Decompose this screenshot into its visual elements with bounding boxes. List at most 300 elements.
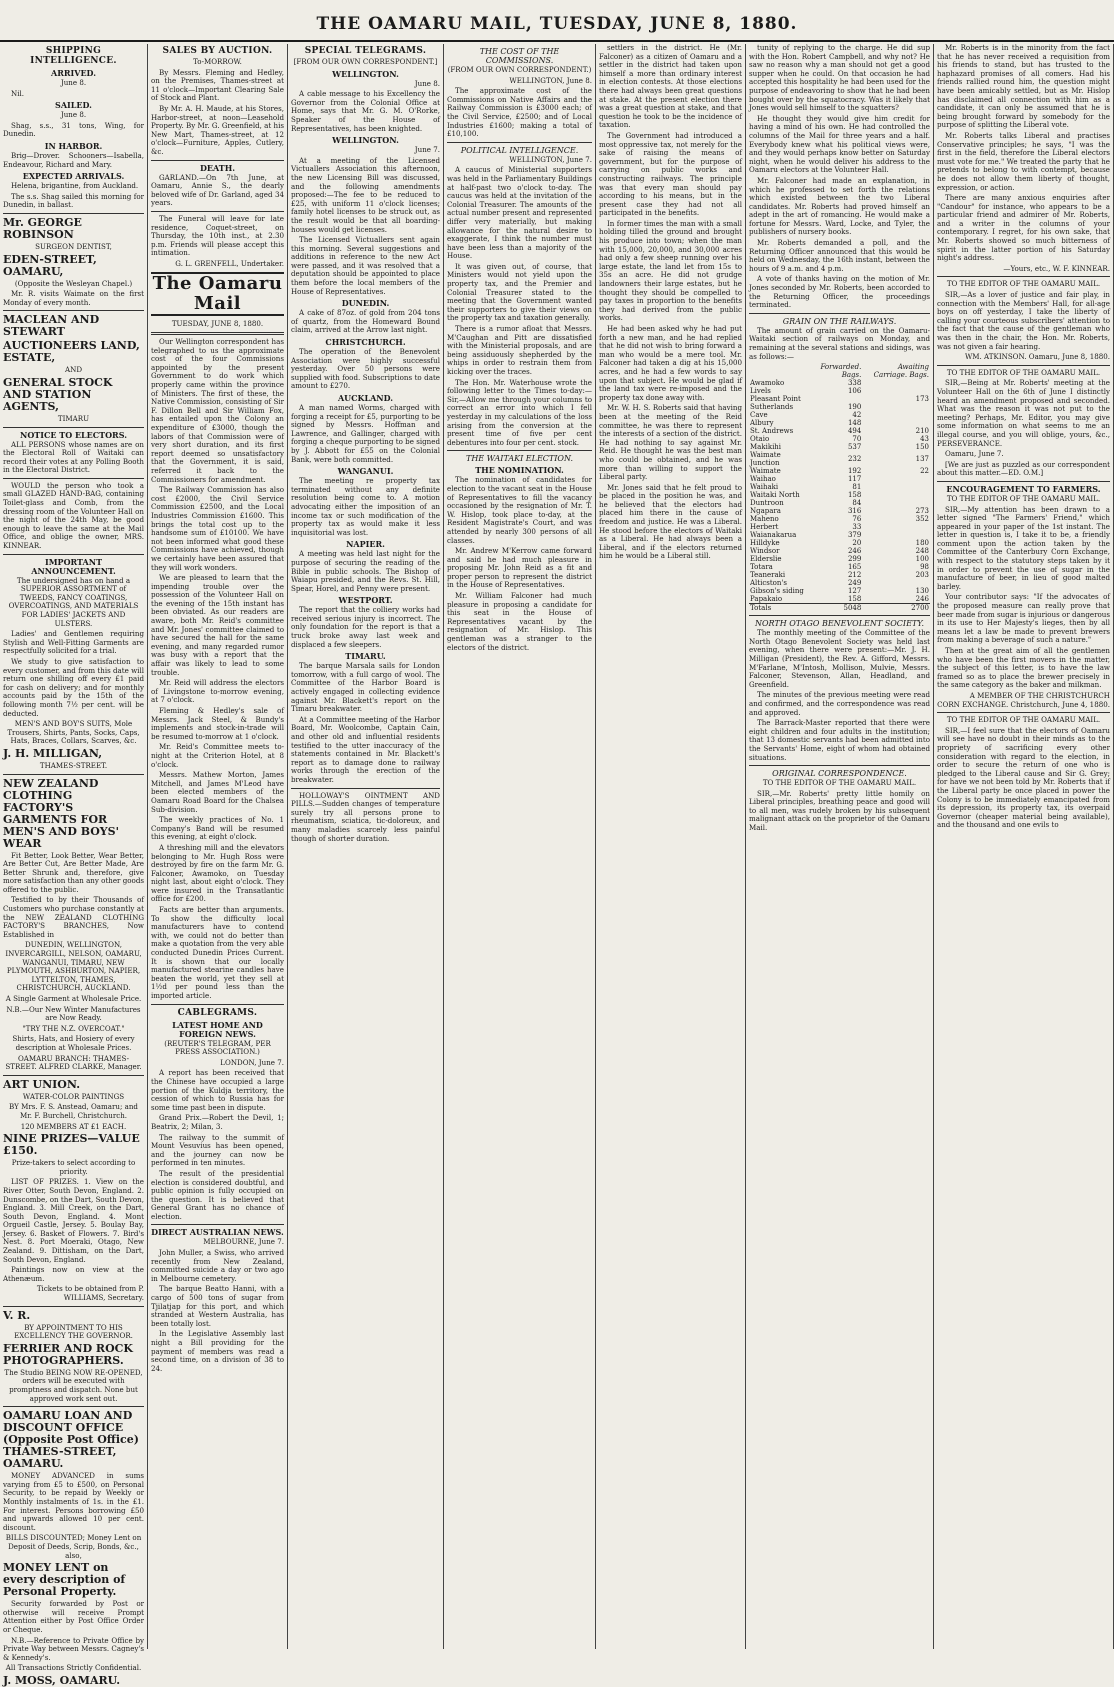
grain-forwarded: 232 <box>847 455 862 464</box>
divider <box>937 712 1110 713</box>
grain-forwarded: 106 <box>847 387 862 396</box>
christchurch-text: The operation of the Benevolent Association were highly successful yesterday. Over 50 persons were supplied with food. Subscriptions to date amount to £270. <box>291 347 440 391</box>
grain-row <box>749 467 930 475</box>
grain-awaiting: 352 <box>915 515 929 524</box>
grain-station: Waihao <box>750 475 776 484</box>
editorial-para: Facts are better than arguments. To show the difficulty local manufacturers have to contend with, we could not do better than make a quotation from the very able conducted Dunedin Prices Current. It is shown that our locally manufactured stearine candles have beaten the world, yet they sell at 1½d per pound less than the imported article. <box>151 905 284 1000</box>
nomination-para: Mr. Falconer had made an explanation, in which he professed to set forth the relations which existed between the two Liberal candidates. Mr. Roberts had proved himself an adept in the art of romancing. He would make a fortune for Messrs. Ward, Locke, and Tyler, the publishers of nursery books. <box>749 175 930 237</box>
auckland-heading: AUCKLAND. <box>337 393 394 403</box>
wellington-text: At a meeting of the Licensed Victuallers Association this afternoon, the new Licensing Bill was discussed, and the following amendments proposed:—The fee to be reduced to £25, with uniform 11 o'clock licenses; family hotel licenses to be struck out, as the result would be that all boarding-houses would get licenses. <box>291 155 440 234</box>
westport-text: The report that the colliery works had received serious injury is incorrect. The only foundation for the report is that a truck broke away last week and displaced a few sleepers. <box>291 605 440 649</box>
arrived-heading: ARRIVED. <box>51 68 96 78</box>
editorial-para: The weekly practices of No. 1 Company's Band will be resumed this evening, at eight o'clock. <box>151 815 284 842</box>
grain-station: Papakaio <box>750 595 783 604</box>
maclean-name: MACLEAN AND STEWART <box>3 313 100 339</box>
grain-awaiting <box>862 491 930 499</box>
grain-table <box>749 363 930 612</box>
grain-forwarded: 165 <box>847 563 862 572</box>
grain-awaiting <box>862 419 930 427</box>
grain-station: Hilldyke <box>750 539 780 548</box>
aus-para: The barque Beatto Hanni, with a cargo of 500 tons of sugar from Tjilatjap for this port, and which stranded at Western Australia, has been totally lost. <box>151 1284 284 1328</box>
from-correspondent: [FROM OUR OWN CORRESPONDENT.] <box>293 57 438 66</box>
grain-row <box>749 571 930 579</box>
grain-row <box>749 451 930 467</box>
wanganui-text: The meeting re property tax terminated without any definite resolution being come to. A motion advocating either the imposition of an income tax or such modification of the property tax as would make it less inquisitorial was lost. <box>291 476 440 537</box>
maclean-line2: AND <box>64 365 83 375</box>
grain-station: Cave <box>750 411 768 420</box>
grain-station: Sutherlands <box>750 403 794 412</box>
money-advanced: MONEY ADVANCED in sums varying from £5 to £500, on Personal Security, to be repaid by Weekly or Monthly instalments of 1s. in the £1. For interest. Persons borrowing £50 and upwards allowed 10 per cent. discount. <box>3 1471 144 1532</box>
to-editor-label: TO THE EDITOR OF THE OAMARU MAIL. <box>946 367 1101 377</box>
grain-station: Elderslie <box>750 555 782 564</box>
security-note: Security forwarded by Post or otherwise will receive Prompt Attention either by Post Office Order or Cheque. <box>3 1599 144 1634</box>
grain-station: St. Andrews <box>750 427 794 436</box>
sailed-heading: SAILED. <box>55 100 92 111</box>
art-union-heading: ART UNION. <box>3 1077 81 1091</box>
grain-forwarded: 316 <box>847 507 862 516</box>
dunedin-text: A cake of 87oz. of gold from 204 tons of quartz, from the Homeward Bound claim, arrived at the Arrow last night. <box>291 308 440 335</box>
timaru-heading: TIMARU. <box>345 651 386 662</box>
grain-forwarded: 246 <box>847 547 862 556</box>
editorial-para: Mr. Reid will address the electors of Livingstone to-morrow evening, at 7 o'clock. <box>151 678 284 705</box>
waitaki-election-heading: THE WAITAKI ELECTION. <box>465 454 573 464</box>
timaru-text: At a Committee meeting of the Harbor Board, Mr. Woolcombe, Captain Cain, and other old and influential residents testified to the utter inaccuracy of the statements contained in Mr. Blackett's report as to damage done to railway works through the erection of the breakwater. <box>291 714 440 784</box>
grain-row <box>749 395 930 403</box>
grain-row <box>749 579 930 587</box>
political-para: There is a rumor afloat that Messrs. M'Caughan and Pitt are dissatisfied with the Ministerial proposals, and are being assiduously shepherded by the whips in order to restrain them from kicking over the traces. <box>447 324 592 376</box>
grain-forwarded: 494 <box>847 427 862 436</box>
notice-electors-text: ALL PERSONS whose names are on the Electoral Roll of Waitaki can record their votes at any Polling Booth in the Electoral District. <box>3 439 144 475</box>
editorial-para: A threshing mill and the elevators belonging to Mr. Hugh Ross were destroyed by fire on the farm Mr. G. Falconer, Awamoko, on Tuesday night last, about eight o'clock. They were insured in the Transatlantic office for £200. <box>151 842 284 904</box>
editorial-para: We are pleased to learn that the impending trouble over the possession of the Volunteer Hall on the evening of the 15th instant has been obviated. As our readers are aware, both Mr. Reid's committee and Mr. Jones' committee claimed to have secured the hall for the same evening, and many regarded rumor was busy with a report that the affair was likely to lead to some trouble. <box>151 573 284 677</box>
grain-station: Waitaki North <box>750 491 800 500</box>
divider <box>447 142 592 143</box>
grain-forwarded: 42 <box>852 411 862 420</box>
nz-clothing-heading: NEW ZEALAND CLOTHING FACTORY'S GARMENTS FOR MEN'S AND BOYS' WEAR <box>3 776 119 850</box>
cable-para: The result of the presidential election is considered doubtful, and public opinion is fully occupied on the question. It is believed that General Grant has no chance of election. <box>151 1168 284 1221</box>
letter-signature: WM. ATKINSON. Oamaru, June 8, 1880. <box>964 352 1110 362</box>
divider <box>151 211 284 212</box>
melbourne-date: MELBOURNE, June 7. <box>203 1237 284 1247</box>
editorial-para: Our Wellington correspondent has telegraphed to us the approximate cost of the four Commissions appointed by the present Government to do work which properly came within the province of Ministers. The first of these, the Native Commission, consisting of Sir F. Dillon Bell and Sir William Fox, has entailed upon the Colony an expenditure of £3000, though the labors of that Commission were of very short duration, and its first report deemed so unsatisfactory that the Government, it is said, referred it back to the Commissioners for amendment. <box>151 337 284 484</box>
expected-text: Helena, brigantine, from Auckland. <box>11 181 139 191</box>
vr-heading: V. R. <box>3 1308 31 1322</box>
benevolent-para: The minutes of the previous meeting were read and confirmed, and the correspondence was read and approved. <box>749 690 930 717</box>
nomination-para: Mr. Jones said that he felt proud to be placed in the position he was, and he believed that the electors had placed him there in the cause of freedom and justice. He was a Liberal. He stood before the electors of Waitaki as a Liberal. He had always been a Liberal, and if the electors returned him he would be a Liberal still. <box>599 482 742 561</box>
grain-station: Waimate Junction <box>750 451 781 468</box>
wellington-text: The Licensed Victuallers sent again this morning. Several suggestions and additions in reference to the new Act were passed, and it was resolved that a deputation should be appointed to place them before the local members of the House of Representatives. <box>291 235 440 296</box>
grain-forwarded: 192 <box>847 467 862 476</box>
letter-para: Then at the great aim of all the gentlemen who have been the first movers in the matter, the subject of this letter, is to have the law framed so as to place the brewer precisely in the same category as the baker and milkman. <box>937 646 1110 690</box>
loan-heading: OAMARU LOAN AND DISCOUNT OFFICE (Opposite Post Office) THAMES-STREET, OAMARU. <box>3 1409 139 1471</box>
nz-clothing-text: Fit Better, Look Better, Wear Better, Are Better Cut, Are Better Made, Are Better Shrunk and, therefore, give more satisfaction than any other goods offered to the public. <box>3 850 144 894</box>
letter-signature: A MEMBER OF THE CHRISTCHURCH CORN EXCHANGE. Christchurch, June 4, 1880. <box>937 690 1110 709</box>
divider <box>749 313 930 314</box>
prize-note: Prize-takers to select according to priority. <box>11 1158 136 1176</box>
grain-row <box>749 539 930 547</box>
divider <box>151 160 284 161</box>
grain-col-station <box>749 363 807 379</box>
benevolent-para: The monthly meeting of the Committee of the North Otago Benevolent Society was held last evening, when there were present:—Mr. J. H. Milligan (President), the Rev. A. Gifford, Messrs. M'Farlane, M'Intosh, Mollison, Mulvie, Messrs. Falconer, Stevenson, Allan, Headland, and Greenfield. <box>749 628 930 689</box>
political-heading: POLITICAL INTELLIGENCE. <box>460 145 579 155</box>
maclean-town: TIMARU <box>57 413 90 423</box>
grain-awaiting: 150 <box>915 443 929 452</box>
cable-para: Grand Prix.—Robert the Devil, 1; Beatrix, 2; Milan, 3. <box>151 1113 284 1131</box>
grain-station: Livels <box>750 387 771 396</box>
divider <box>749 765 930 766</box>
wellington-text: A cable message to his Excellency the Governor from the Colonial Office at Home, says that Mr. G. M. O'Rorke, Speaker of the House of Representatives, has been knighted. <box>291 89 440 133</box>
prizes-list: LIST OF PRIZES. 1. View on the River Otter, South Devon, England. 2. Dunscombe, on the Dart, South Devon, England. 3. Mill Creek, on the Dart, South Devon, England. 4. Mont Orgueil Castle, Jersey. 5. Boulay Bay, Jersey. 6. Basket of Flowers. 7. Bird's Nest. 8. Port Moeraki, Otago, New Zealand. 9. Dittisham, on the Dart, South Devon, England. <box>3 1177 144 1264</box>
important-text: The undersigned has on hand a SUPERIOR ASSORTMENT of TWEEDS, FANCY COATINGS, OVERCOATINGS, AND MATERIALS FOR LADIES' JACKETS AND ULSTERS. <box>8 575 139 628</box>
grain-forwarded: 70 <box>852 435 862 444</box>
divider <box>3 774 144 775</box>
divider <box>937 365 1110 366</box>
studio-note: The Studio BEING NOW RE-OPENED, orders will be executed with promptness and dispatch. None but approved work sent out. <box>4 1367 143 1403</box>
nomination-para: tunity of replying to the charge. He did sup with the Hon. Robert Campbell, and why not? He saw no reason why a man should not get a good supper when he could. On that occasion he had accepted this hospitality he had been used for the purpose of endeavoring to show that he had been bought over by the squatocracy. Was it likely that Jones would sell himself to the squatters? <box>749 43 930 113</box>
grain-awaiting: 137 <box>915 455 929 464</box>
grain-station: Herbert <box>750 523 779 532</box>
grain-row <box>749 491 930 499</box>
grain-forwarded: 158 <box>847 491 862 500</box>
grain-forwarded: 158 <box>847 595 862 604</box>
grain-awaiting: 180 <box>915 539 929 548</box>
grain-station: Otaio <box>750 435 770 444</box>
political-date: WELLINGTON, June 7. <box>509 154 592 164</box>
cablegrams-heading: CABLEGRAMS. <box>177 1007 258 1018</box>
to-editor-label: TO THE EDITOR OF THE OAMARU MAIL. <box>946 493 1101 503</box>
grain-row <box>749 483 930 491</box>
important-heading: IMPORTANT ANNOUNCEMENT. <box>31 556 116 576</box>
nomination-para: Mr. W. H. S. Roberts said that having been at the meeting of the Reid committee, he was there to represent the interests of a section of the district. He had nothing to say against Mr. Reid. He thought he was the best man who could be obtained, and he was more than willing to support the Liberal party. <box>599 403 742 482</box>
grain-heading: GRAIN ON THE RAILWAYS. <box>782 316 897 326</box>
grain-row <box>749 387 930 395</box>
grain-forwarded: 127 <box>847 587 862 596</box>
mens-suits-text: MEN'S AND BOY'S SUITS, Mole Trousers, Shirts, Pants, Socks, Caps, Hats, Braces, Collars, Scarves, &c. <box>7 719 140 746</box>
column-1 <box>0 44 148 1687</box>
grain-station: Waianakarua <box>750 531 797 540</box>
grain-total-forwarded: 5048 <box>807 604 863 613</box>
wanganui-heading: WANGANUI. <box>337 466 394 477</box>
dentist-opposite: (Opposite the Wesleyan Chapel.) <box>14 278 133 288</box>
maclean-line1: AUCTIONEERS LAND, ESTATE, <box>3 339 140 365</box>
encouragement-heading: ENCOURAGEMENT TO FARMERS. <box>946 483 1101 494</box>
grain-forwarded: 117 <box>847 475 862 484</box>
grain-row <box>749 499 930 507</box>
editor-note: [We are just as puzzled as our correspondent about this matter.—ED. O.M.] <box>937 459 1110 478</box>
waitaki-para: Mr. William Falconer had much pleasure in proposing a candidate for this seat in the House of Representatives vacant by the resignation of Mr. Hislop. This gentleman was a stranger to the electors of the district. <box>447 591 592 652</box>
to-editor-label: TO THE EDITOR OF THE OAMARU MAIL. <box>762 778 917 788</box>
auckland-text: A man named Worms, charged with forging a receipt for £5, purporting to be signed by Messrs. Hoffman and Lawrence, and Gallinger, charged with forging a cheque purporting to be signed by J. Abbott for £55 on the Colonial Bank, were both committed. <box>291 403 440 464</box>
grain-row <box>749 531 930 539</box>
grain-forwarded: 33 <box>852 523 862 532</box>
grain-station: Makikihi <box>750 443 782 452</box>
grain-station: Pleasant Point <box>750 395 801 404</box>
dentist-address: EDEN-STREET, OAMARU, <box>3 252 97 278</box>
dentist-title: SURGEON DENTIST, <box>35 241 112 251</box>
grain-awaiting: 173 <box>915 395 929 404</box>
letter-para: There are many anxious enquiries after "Candour" for instance, who appears to be a particular friend and admirer of Mr. Roberts, and a writer in the columns of your contemporary. I regret, for his own sake, that Mr. Roberts showed so much bitterness of spirit in the latter portion of his Saturday night's address. <box>937 193 1110 263</box>
branches-list: DUNEDIN, WELLINGTON, INVERCARGILL, NELSON, OAMARU, WANGANUI, TIMARU, NEW PLYMOUTH, ASHBURTON, NAPIER, LYTTELTON, THAMES, CHRISTCHURCH, AUCKLAND. <box>5 940 142 993</box>
grain-forwarded: 379 <box>847 531 862 540</box>
grain-station: Waihaki <box>750 483 779 492</box>
tickets-note: Tickets to be obtained from P. WILLIAMS, Secretary. <box>36 1284 144 1303</box>
cost-commissions-heading: THE COST OF THE COMMISSIONS. <box>479 47 560 65</box>
grain-forwarded: 81 <box>852 483 862 492</box>
grain-row <box>749 403 930 411</box>
grain-row <box>749 419 930 427</box>
london-date: LONDON, June 7. <box>220 1057 284 1067</box>
grain-station: Windsor <box>750 547 780 556</box>
grain-forwarded: 299 <box>847 555 862 564</box>
grain-row <box>749 595 930 604</box>
column-5 <box>596 44 746 1649</box>
grain-forwarded <box>807 395 863 403</box>
wellington-heading: WELLINGTON. <box>332 135 399 146</box>
divider <box>151 332 284 335</box>
grain-awaiting <box>862 411 930 419</box>
wellington-date: June 7. <box>414 145 440 155</box>
cost-date: WELLINGTON, June 8. <box>509 75 592 85</box>
letter-para: Mr. Roberts talks Liberal and practises Conservative principles; he says, "I was the first in the field, therefore the Liberal electors must vote for me." We treated the party that he pretends to belong to with contempt, because he does not allow them liberty of thought, expression, or action. <box>937 130 1110 192</box>
grain-awaiting: 22 <box>920 467 929 476</box>
notice-electors-heading: NOTICE TO ELECTORS. <box>20 429 127 440</box>
undertaker: G. L. GRENFELL, Undertaker. <box>175 258 284 268</box>
wellington-date: June 8. <box>414 78 440 88</box>
death-text: GARLAND.—On 7th June, at Oamaru, Annie S., the dearly beloved wife of Dr. Garland, aged 34 years. <box>151 172 284 208</box>
original-correspondence-heading: ORIGINAL CORRESPONDENCE. <box>772 769 907 779</box>
milligan-name: J. H. MILLIGAN, <box>3 746 103 760</box>
nine-prizes: NINE PRIZES—VALUE £150. <box>3 1132 140 1158</box>
to-editor-label: TO THE EDITOR OF THE OAMARU MAIL. <box>946 279 1101 289</box>
grain-station: Totara <box>750 563 773 572</box>
benevolent-para: The Barrack-Master reported that there were eight children and four adults in the institution; that 13 domestic servants had been admitted into the Servants' Home, eight of whom had obtained situations. <box>749 718 930 762</box>
divider <box>3 478 144 479</box>
ferrier-heading: FERRIER AND ROCK PHOTOGRAPHERS. <box>3 1341 133 1367</box>
paintings-view: Paintings now on view at the Athenæum. <box>3 1265 144 1283</box>
bills-discounted: BILLS DISCOUNTED; Money Lent on Deposit of Deeds, Scrip, Bonds, &c., also, <box>5 1533 142 1560</box>
shag-note: The s.s. Shag sailed this morning for Dunedin, in ballast. <box>3 191 144 210</box>
nomination-para: He had been asked why he had put forth a new man, and he had replied that he did not wish to bring forward a man who would be a mere tool. Mr. Falconer had taken a dig at his 15,000 acres, and he had a few words to say upon that subject. He would be glad if the land tax were re-imposed and the property tax done away with. <box>599 324 742 402</box>
timaru-text: The barque Marsala sails for London tomorrow, with a full cargo of wool. The Committee of the Harbor Board is actively engaged in collecting evidence against Mr. Blackett's report on the Timaru breakwater. <box>291 661 440 714</box>
grain-total-row <box>749 604 930 613</box>
in-harbor-text: Brig—Drover. Schooners—Isabella, Endeavour, Richard and Mary. <box>3 150 144 169</box>
napier-text: A meeting was held last night for the purpose of securing the reading of the Bible in public schools. The Bishop of Waiapu presided, and the Revs. St. Hill, Spear, Horel, and Penny were present. <box>291 549 440 593</box>
grain-awaiting: 98 <box>920 563 929 572</box>
sales-text-2: By Mr. A. H. Maude, at his Stores, Harbor-street, at noon—Leasehold Property. By Mr. G. Greenfield, at his New Mart, Thames-street, at 12 o'clock—Furniture, Apples, Cutlery, &c. <box>151 103 284 156</box>
nz-testified: Testified to by their Thousands of Customers who purchase constantly at the NEW ZEALAND CLOTHING FACTORY'S BRANCHES, Now Established in <box>3 895 144 939</box>
grain-row <box>749 555 930 563</box>
art-by: BY Mrs. F. S. Anstead, Oamaru; and Mr. F. Burchell, Christchurch. <box>9 1102 138 1120</box>
letter-signature: Oamaru, June 7. <box>945 449 1004 459</box>
grain-row <box>749 427 930 435</box>
grain-forwarded: 249 <box>847 579 862 588</box>
grain-station: Albury <box>750 419 774 428</box>
grain-row <box>749 587 930 595</box>
grain-row <box>749 515 930 523</box>
sailed-date: June 8. <box>60 110 87 120</box>
divider <box>3 1075 144 1076</box>
grain-forwarded: 338 <box>847 379 862 388</box>
sales-text-1: By Messrs. Fleming and Hedley, on the Premises, Thames-street at 11 o'clock—Important Clearing Sale of Stock and Plant. <box>151 67 284 103</box>
funeral-notice: The Funeral will leave for late residence, Coquet-street, on Thursday, the 10th inst., at 2.30 p.m. Friends will please accept this intimation. <box>151 213 284 258</box>
grain-station: Awamoko <box>750 379 785 388</box>
from-correspondent: (FROM OUR OWN CORRESPONDENT.) <box>447 65 592 74</box>
newspaper-title: THE OAMARU MAIL, TUESDAY, JUNE 8, 1880. <box>316 14 798 34</box>
letter-para: SIR,—I feel sure that the electors of Oamaru will see have no doubt in their minds as to the propriety of sacrificing every other consideration with regard to the election, in order to secure the return of one who is pledged to the Liberal cause and Sir G. Grey; for have we not been told by Mr. Roberts that if the Liberal party be once placed in power the Colony is to be immediately emancipated from its depression, its property tax, its overpaid Governor (cheaper material being available), and the thousand and one evils to <box>937 725 1110 830</box>
grain-row <box>749 411 930 419</box>
grain-col-awaiting: Awaiting Carriage. Bags. <box>873 363 929 380</box>
grain-awaiting: 130 <box>915 587 929 596</box>
divider <box>3 1306 144 1307</box>
grain-row <box>749 475 930 483</box>
benevolent-heading: NORTH OTAGO BENEVOLENT SOCIETY. <box>754 619 925 629</box>
study-text: We study to give satisfaction to every customer, and from this date will return one shilling off every £1 paid for cash on delivery; and for monthly accounts paid by the 15th of the following month 7½ per cent. will be deducted. <box>3 656 144 718</box>
to-editor-label: TO THE EDITOR OF THE OAMARU MAIL. <box>946 715 1101 725</box>
sailed-text: Shag, s.s., 31 tons, Wing, for Dunedin. <box>3 120 144 139</box>
shipping-heading: SHIPPING INTELLIGENCE. <box>30 46 117 66</box>
grain-header-row <box>749 363 930 379</box>
grain-forwarded: 148 <box>847 419 862 428</box>
letter-para: SIR,—My attention has been drawn to a letter signed "The Farmers' Friend," which appeared in your paper of the 1st instant. The letter in question is, I take it to be, a friendly comment upon the action taken by the Committee of the Canterbury Corn Exchange, with respect to the statutory steps taken by it in order to prevent the use of sugar in the manufacture of beer, in lieu of good malted barley. <box>937 504 1110 591</box>
letter-para: SIR,—As a lover of justice and fair play, in connection with the Members' Hall, for all-age boys on off yesterday, I take the liberty of calling your courteous subscribers' attention to the fact that the cause of the gentleman who was then in the chair, the Hon. Mr. Roberts, was not given a fair hearing. <box>937 290 1110 351</box>
moss-name: J. MOSS, OAMARU. <box>3 1673 121 1687</box>
grain-station: Waimate <box>750 467 781 476</box>
grain-awaiting: 203 <box>915 571 929 580</box>
column-4 <box>444 44 596 1649</box>
grain-awaiting <box>862 523 930 531</box>
grain-awaiting: 100 <box>915 555 929 564</box>
divider <box>447 450 592 451</box>
grain-awaiting <box>862 531 930 539</box>
grain-forwarded: 76 <box>852 515 862 524</box>
letter-para: Your contributor says: "If the advocates of the proposed measure can really prove that beer made from sugar is injurious or dangerous in its use to Her Majesty's lieges, then by all means let a law be made to prevent brewers from making a beverage of such a nature." <box>937 592 1110 645</box>
divider <box>937 276 1110 277</box>
milligan-address: THAMES-STREET. <box>39 760 108 770</box>
letter-para: Mr. Roberts is in the minority from the fact that he has never received a requisition from his friends to stand, but has trusted to the haphazard promises of all comers. Had his friends rallied round him, the question might have been amicably settled, but as Mr. Hislop has disclaimed all connection with him as a candidate, it can only be assumed that he is being brought forward by somebody for the purpose of splitting the Liberal vote. <box>937 43 1110 130</box>
political-para: The Hon. Mr. Waterhouse wrote the following letter to the Times to-day:—Sir,—Allow me through your columns to correct an error into which I fell yesterday in my calculations of the loss arising from the conversion at the present time of five per cent debentures into four per cent. stock. <box>447 377 592 447</box>
masthead <box>0 0 1114 42</box>
divider <box>937 481 1110 482</box>
maclean-line3: GENERAL STOCK AND STATION AGENTS, <box>3 375 113 413</box>
grain-row <box>749 563 930 571</box>
dentist-name: Mr. GEORGE ROBINSON <box>3 215 82 241</box>
sales-heading: SALES BY AUCTION. <box>162 46 273 56</box>
divider <box>3 554 144 555</box>
editorial-para: Mr. Reid's Committee meets to-night at the Criterion Hotel, at 8 o'clock. <box>151 742 284 769</box>
grain-row <box>749 507 930 515</box>
letter-para: SIR,—Being at Mr. Roberts' meeting at the Volunteer Hall on the 6th of June I distinctly heard an amendment proposed and seconded. What was the reason it was not put to the meeting? Perhaps, Mr. Editor, you may give some information on what seems to me an illegal course, and you will oblige, yours, &c., PERSEVERANCE. <box>937 378 1110 448</box>
letter-signature: —Yours, etc., W. F. KINNEAR. <box>1003 263 1110 273</box>
grain-awaiting: 43 <box>920 435 929 444</box>
divider <box>749 615 930 616</box>
nomination-para: In former times the man with a small holding tilled the ground and brought his produce into town; when the man with 15,000, 20,000, and 30,000 acres had only a few sheep running over his large estate, the land let from 15s to 35s an acre. He did not grudge landowners their large estates, but he thought they should be compelled to pay taxes in proportion to the benefits they had derived from the public works. <box>599 218 742 323</box>
grain-row <box>749 379 930 387</box>
grain-station: Teaneraki <box>750 571 786 580</box>
grain-station: Gibson's siding <box>750 587 804 596</box>
column-2 <box>148 44 288 1649</box>
column-6 <box>746 44 934 1649</box>
grain-col-forwarded: Forwarded. Bags. <box>820 363 862 380</box>
grain-forwarded: 537 <box>847 443 862 452</box>
grain-row <box>749 547 930 555</box>
death-heading: DEATH. <box>199 162 236 173</box>
grain-awaiting <box>862 579 930 587</box>
grain-row <box>749 443 930 451</box>
divider <box>151 1004 284 1005</box>
lost-bag-notice: WOULD the person who took a small GLAZED HAND-BAG, containing Toilet-glass and Comb, from the dressing room of the Volunteer Hall on the night of the 24th May, be good enough to leave the same at the Mail Office, and oblige the owner, MRS. KINNEAR. <box>3 480 144 551</box>
waitaki-para: The nomination of candidates for election to the vacant seat in the House of Representatives to fill the vacancy occasioned by the resignation of Mr. T. W. Hislop, took place to-day, at the Resident Magistrate's Court, and was attended by nearly 300 persons of all classes. <box>447 475 592 545</box>
strictly-note: All Transactions Strictly Confidential. <box>5 1663 142 1673</box>
dateline: TUESDAY, JUNE 8, 1880. <box>171 319 264 329</box>
grain-forwarded: 190 <box>847 403 862 412</box>
wellington-heading: WELLINGTON. <box>332 68 399 79</box>
wholesale-note: A Single Garment at Wholesale Price. <box>5 994 142 1003</box>
cable-para: A report has been received that the Chinese have occupied a large portion of the Kuldja territory, the cession of which to Russia has for some time past been in dispute. <box>151 1068 284 1112</box>
grain-forwarded: 212 <box>847 571 862 580</box>
nomination-para: The Government had introduced a most oppressive tax, not merely for the sake of raising the means of government, but for the purpose of carrying on public works and constructing railways. The principle was that every man should pay according to his means, but in the present case they had not all participated in the benefits. <box>599 130 742 218</box>
grain-intro: The amount of grain carried on the Oamaru-Waitaki section of railways on Monday, and remaining at the several stations and sidings, was as follows:— <box>749 325 930 361</box>
divider <box>3 427 144 428</box>
nomination-heading: THE NOMINATION. <box>475 465 564 476</box>
column-3 <box>288 44 444 1649</box>
westport-heading: WESTPORT. <box>338 595 393 606</box>
grain-forwarded: 20 <box>852 539 862 548</box>
nomination-para: He thought they would give him credit for having a mind of his own. He had controlled the columns of the Mail for three years and a half. Everybody knew what his political views were, and they would perhaps know better on Saturday night, when he would deliver his address to the Oamaru electors at the Volunteer Hall. <box>749 113 930 175</box>
grain-forwarded: 84 <box>852 499 862 508</box>
grain-total-label: Totals <box>749 604 807 613</box>
cable-para: The railway to the summit of Mount Vesuvius has been opened, and the journey can now be performed in ten minutes. <box>151 1132 284 1168</box>
dunedin-heading: DUNEDIN. <box>341 298 390 309</box>
nomination-para: A vote of thanks having on the motion of Mr. Jones seconded by Mr. Roberts, been accorded to the Returning Officer, the proceedings terminated. <box>749 274 930 310</box>
nomination-para: Mr. Roberts demanded a poll, and the Returning Officer announced that this would be held on Wednesday, the 16th instant, between the hours of 9 a.m. and 4 p.m. <box>749 238 930 273</box>
reuters-note: (REUTER'S TELEGRAM, PER PRESS ASSOCIATION.) <box>164 1038 271 1057</box>
arrived-date: June 8. <box>60 78 87 87</box>
grain-station: Duntroon <box>750 499 784 508</box>
members-note: 120 MEMBERS AT £1 EACH. <box>20 1121 127 1131</box>
holloway-advert: HOLLOWAY'S OINTMENT AND PILLS.—Sudden changes of temperature surely try all persons prone to rheumatism, sciatica, tic-doloreux, and many maladies scarcely less painful though of shorter duration. <box>291 790 440 843</box>
arrived-nil: Nil. <box>11 88 24 98</box>
reference-note: N.B.—Reference to Private Office by Private Way between Messrs. Cagney's & Kennedy's. <box>3 1635 144 1662</box>
latest-news-heading: LATEST HOME AND FOREIGN NEWS. <box>172 1019 263 1039</box>
correspondence-text: SIR,—Mr. Roberts' pretty little homily on Liberal principles, breathing peace and good will to all men, was rudely broken by his subsequent malignant attack on the proprietor of the Oamaru Mail. <box>749 788 930 833</box>
oamaru-branch: OAMARU BRANCH: THAMES-STREET. ALFRED CLARKE, Manager. <box>5 1053 142 1072</box>
grain-awaiting: 273 <box>915 507 929 516</box>
divider <box>3 213 144 214</box>
grain-awaiting <box>862 499 930 507</box>
divider <box>151 1224 284 1225</box>
cost-text: The approximate cost of the Commissions on Native Affairs and the Railway Commission is £3000 each; of the Civil Service, £2500; and of Local Industries £1600; making a total of £10,100. <box>447 86 592 139</box>
editorial-para: Messrs. Mathew Morton, James Mitchell, and James M'Leod have been elected members of the Oamaru Road Board for the Chalsea Sub-division. <box>151 770 284 814</box>
grain-awaiting <box>862 483 930 491</box>
grain-total-awaiting: 2700 <box>862 604 930 613</box>
overcoat-note: "TRY THE N.Z. OVERCOAT." <box>22 1023 125 1033</box>
aus-para: In the Legislative Assembly last night a Bill providing for the payment of members was read a second time, on a division of 38 to 24. <box>151 1329 284 1373</box>
divider <box>3 310 144 311</box>
expected-heading: EXPECTED ARRIVALS. <box>22 171 125 182</box>
grain-awaiting <box>862 403 930 411</box>
winter-note: N.B.—Our New Winter Manufactures are Now Ready. <box>6 1004 141 1023</box>
in-harbor-heading: IN HARBOR. <box>44 140 103 151</box>
money-lent: MONEY LENT on every description of Personal Property. <box>3 1561 126 1599</box>
divider <box>3 1406 144 1407</box>
grain-station: Alticston's <box>750 579 787 588</box>
direct-australian-heading: DIRECT AUSTRALIAN NEWS. <box>151 1227 284 1238</box>
grain-awaiting <box>862 379 930 387</box>
grain-awaiting: 248 <box>915 547 929 556</box>
grain-awaiting <box>862 475 930 483</box>
dentist-note: Mr. R. visits Waimate on the first Monday of every month. <box>3 289 144 307</box>
column-7 <box>934 44 1114 1649</box>
